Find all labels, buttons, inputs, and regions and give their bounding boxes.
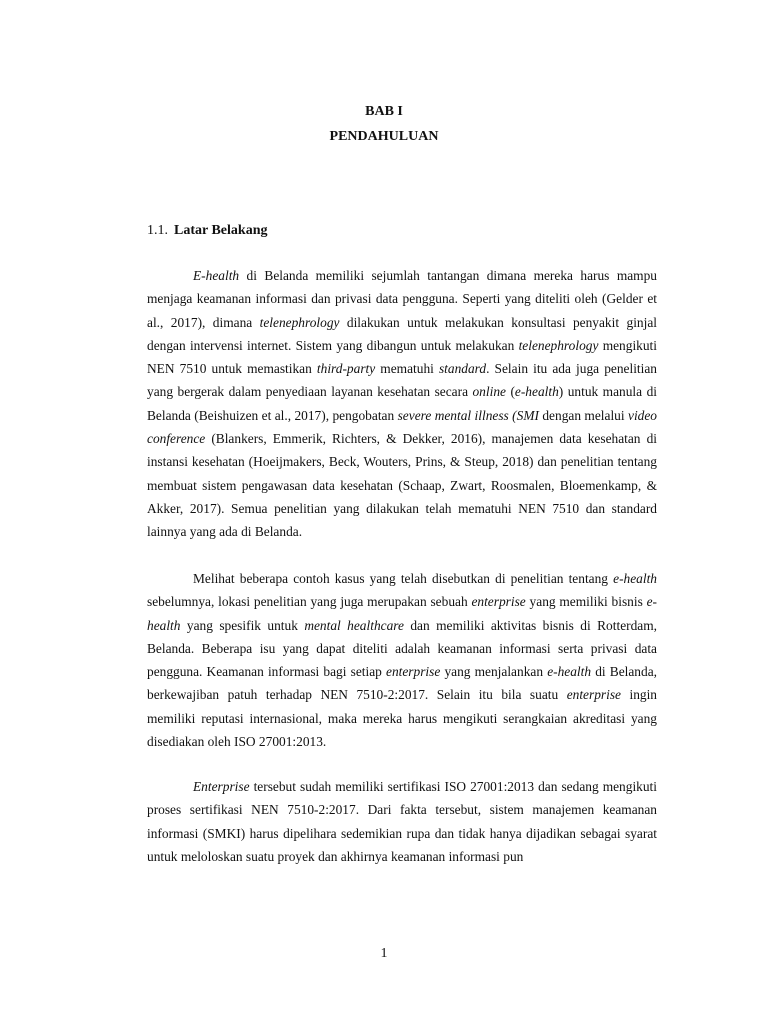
- italic-text: e-health: [147, 594, 657, 633]
- italic-text: enterprise: [471, 594, 526, 610]
- text-run: dilakukan untuk melakukan konsultasi penyakit ginjal dengan intervensi internet. Sistem yang dibangun untuk melakukan: [147, 314, 657, 353]
- paragraph: [147, 264, 657, 544]
- italic-text: e-health: [514, 384, 559, 400]
- italic-text: mental healthcare: [304, 617, 404, 633]
- italic-text: E-health: [193, 268, 240, 283]
- chapter-title: PENDAHULUAN: [329, 129, 439, 144]
- paragraph: [147, 567, 657, 753]
- italic-text: enterprise: [566, 687, 621, 703]
- italic-text: telenephrology: [518, 337, 599, 353]
- italic-text: telenephrology: [259, 314, 340, 330]
- page-number: 1: [380, 946, 388, 961]
- text-run: (: [505, 384, 515, 400]
- italic-text: Enterprise: [193, 779, 250, 794]
- chapter-heading: BAB I: [365, 104, 403, 119]
- text-run: mematuhi: [375, 361, 439, 377]
- text-run: dan memiliki aktivitas bisnis di Rotterdam, Belanda. Beberapa isu yang dapat diteliti adalah keamanan informasi serta privasi data pengguna. Keamanan informasi bagi setiap: [147, 617, 657, 680]
- italic-text: video conference: [147, 407, 657, 447]
- text-run: sebelumnya, lokasi penelitian yang juga merupakan sebuah: [147, 594, 472, 610]
- italic-text: standard: [438, 361, 487, 377]
- italic-text: third-party: [316, 361, 376, 377]
- italic-text: e-health: [547, 664, 592, 680]
- section-heading: [147, 223, 267, 239]
- text-run: dengan melalui: [538, 407, 628, 423]
- italic-text: severe mental illness (SMI: [397, 407, 539, 423]
- text-run: tersebut sudah memiliki sertifikasi ISO 27001:2013 dan sedang mengikuti proses sertifikasi NEN 7510-2:2017. Dari fakta tersebut, sistem manajemen keamanan informasi (SMKI) harus dipelihara sedemikian rupa dan tidak hanya dijadikan sebagai syarat untuk meloloskan suatu proyek dan akhirnya keamanan informasi pun: [147, 779, 657, 864]
- text-run: mengikuti NEN 7510 untuk memastikan: [147, 337, 657, 377]
- text-run: ) untuk manula di Belanda (Beishuizen et al., 2017), pengobatan: [147, 384, 657, 423]
- text-run: yang spesifik untuk: [180, 617, 305, 633]
- italic-text: e-health: [613, 571, 657, 586]
- text-run: Melihat beberapa contoh kasus yang telah disebutkan di penelitian tentang: [193, 571, 614, 586]
- text-run: ingin memiliki reputasi internasional, maka mereka harus mengikuti serangkaian akreditasi yang disediakan oleh ISO 27001:2013.: [147, 687, 658, 750]
- italic-text: online: [472, 384, 506, 400]
- text-run: . Selain itu ada juga penelitian yang bergerak dalam penyediaan layanan kesehatan secara: [147, 361, 657, 400]
- text-run: di Belanda, berkewajiban patuh terhadap NEN 7510-2:2017. Selain itu bila suatu: [147, 664, 657, 703]
- section-number: 1.1.: [147, 223, 168, 238]
- paragraph: [147, 775, 657, 868]
- text-run: di Belanda memiliki sejumlah tantangan dimana mereka harus mampu menjaga keamanan informasi dan privasi data pengguna. Seperti yang diteliti oleh (Gelder et al., 2017), dimana: [147, 268, 657, 330]
- text-run: yang memiliki bisnis: [525, 594, 647, 610]
- text-run: (Blankers, Emmerik, Richters, & Dekker, 2016), manajemen data kesehatan di instansi kesehatan (Hoeijmakers, Beck, Wouters, Prins, & Steup, 2018) dan penelitian tentang membuat sistem pengawasan data kesehatan (Schaap, Zwart, Roosmalen, Bloemenkamp, & Akker, 2017). Semua penelitian yang dilakukan telah mematuhi NEN 7510 dan standard lainnya yang ada di Belanda.: [147, 431, 657, 540]
- text-run: yang menjalankan: [440, 664, 548, 680]
- italic-text: enterprise: [386, 664, 441, 680]
- section-title: Latar Belakang: [174, 223, 268, 238]
